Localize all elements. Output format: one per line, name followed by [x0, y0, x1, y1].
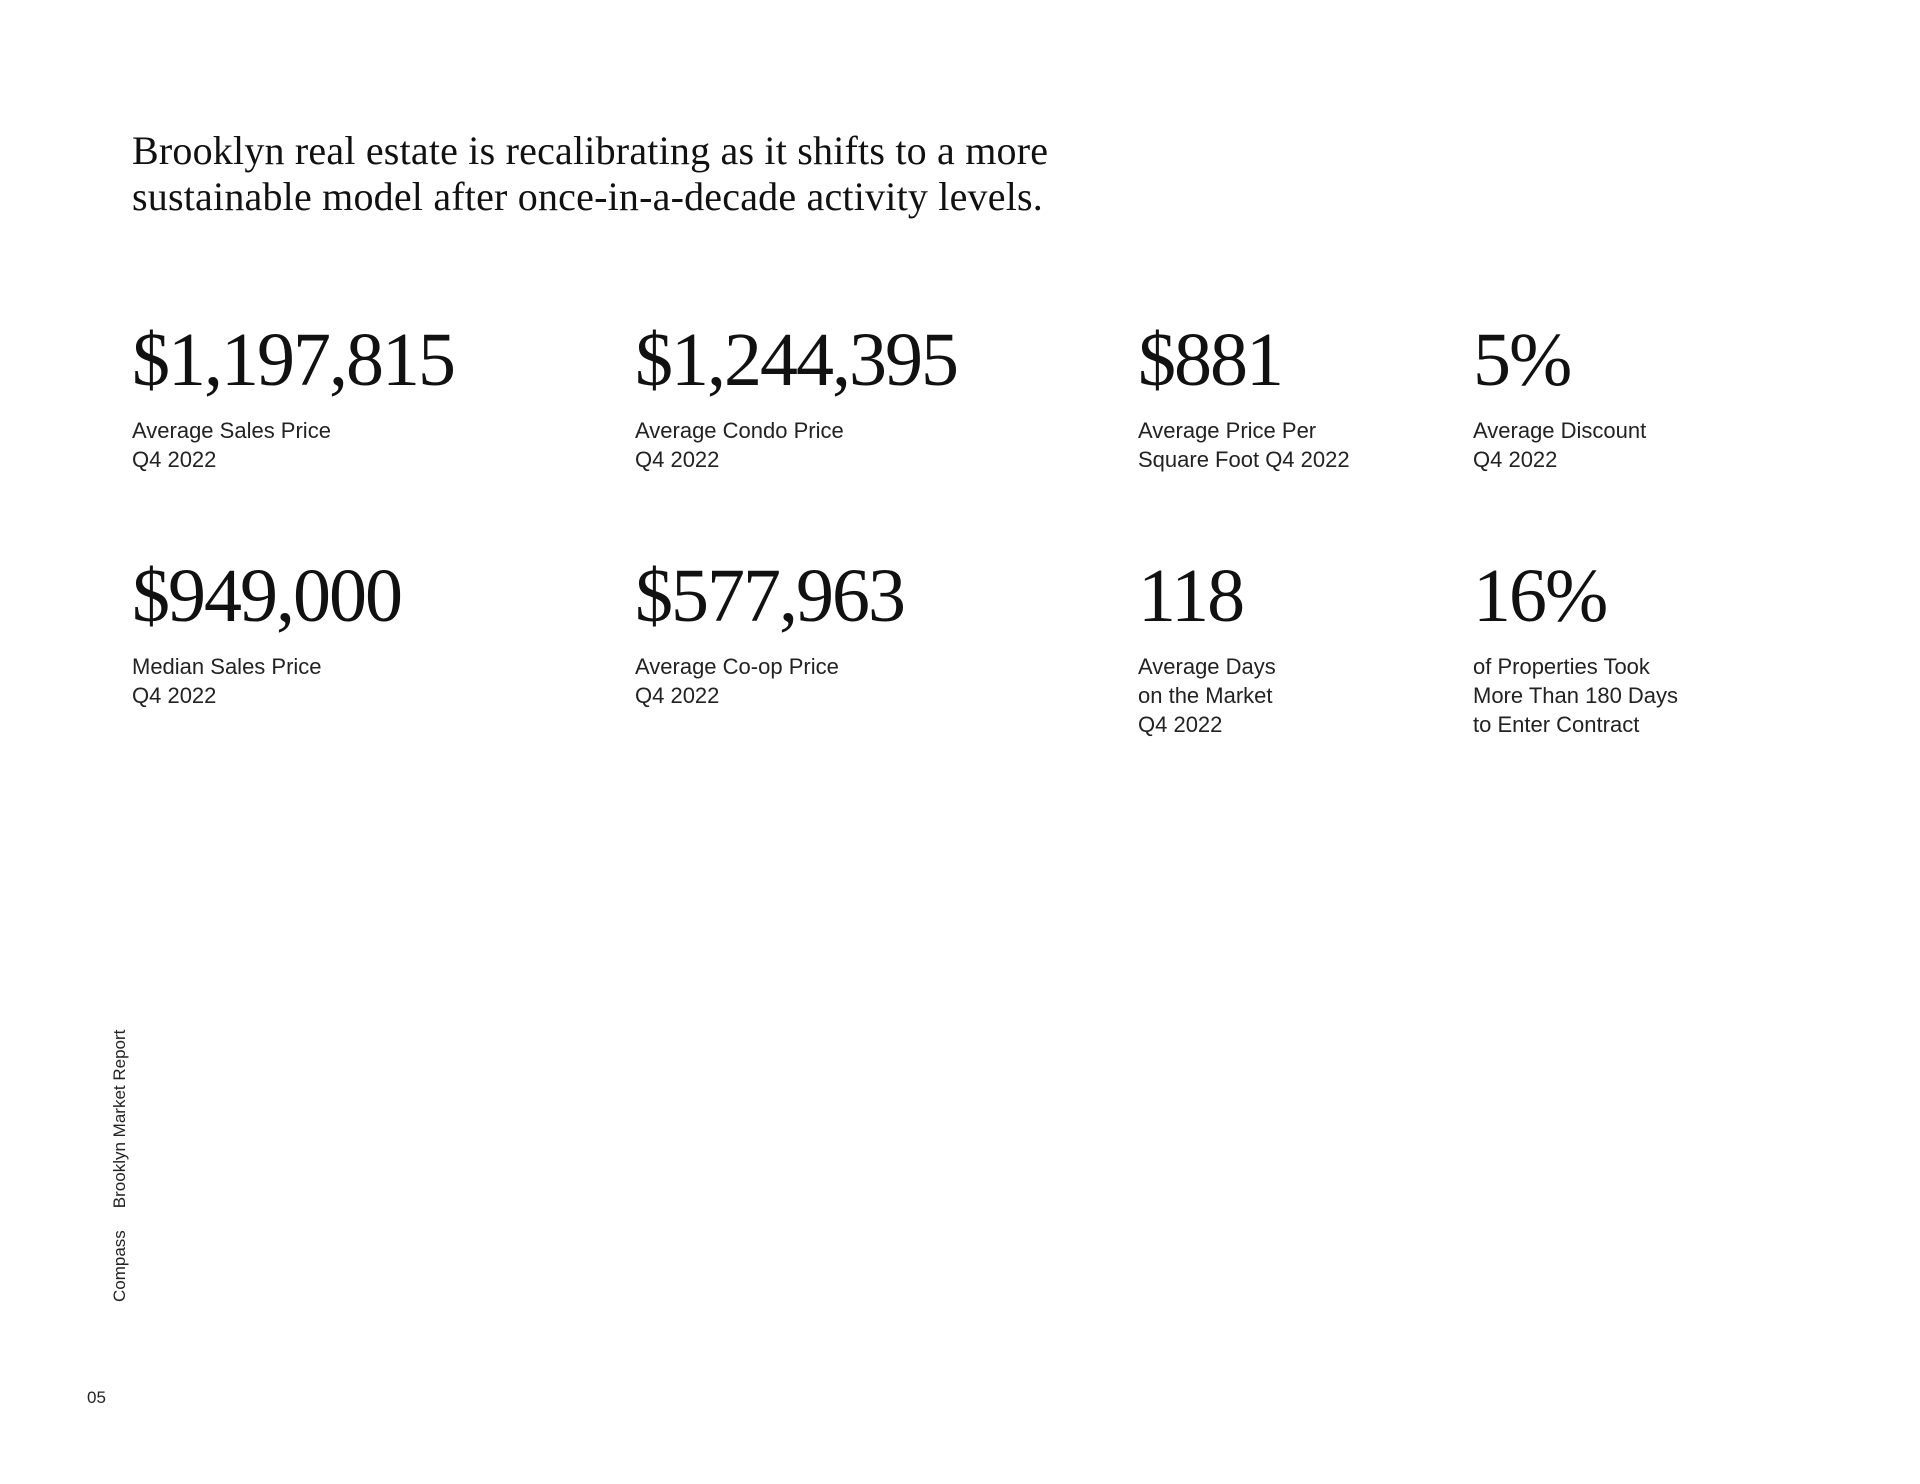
stat-label-line: More Than 180 Days — [1473, 683, 1679, 708]
stat-label — [1138, 652, 1276, 739]
stat-average-price-per-square-foot — [1138, 318, 1350, 474]
stat-value: $1,197,815 — [132, 318, 454, 402]
stat-label-line: Average Co-op Price — [635, 654, 839, 679]
stat-label-line: on the Market — [1138, 683, 1273, 708]
stat-value: $881 — [1138, 318, 1282, 402]
stat-value: 118 — [1138, 554, 1244, 638]
stat-label — [1138, 416, 1350, 474]
stat-label-line: Q4 2022 — [1473, 447, 1558, 472]
stat-label-line: Q4 2022 — [132, 447, 217, 472]
stat-label — [635, 652, 904, 710]
stat-properties-over-180-days — [1473, 554, 1679, 739]
report-title: Brooklyn Market Report — [110, 1029, 129, 1209]
stat-label-line: Average Sales Price — [132, 418, 331, 443]
stat-average-coop-price — [635, 554, 904, 710]
headline-line-1: Brooklyn real estate is recalibrating as it shifts to a more — [132, 128, 1049, 173]
stat-value: 16% — [1473, 554, 1607, 638]
stat-label — [132, 416, 454, 474]
stat-average-days-on-market — [1138, 554, 1276, 739]
stat-value: $1,244,395 — [635, 318, 957, 402]
stat-average-condo-price — [635, 318, 957, 474]
stat-label-line: Square Foot Q4 2022 — [1138, 447, 1350, 472]
page-number: 05 — [87, 1388, 106, 1407]
stat-label-line: to Enter Contract — [1473, 712, 1640, 737]
side-footer-label — [110, 1030, 130, 1302]
stat-average-discount — [1473, 318, 1647, 474]
stat-median-sales-price — [132, 554, 401, 710]
stat-value: 5% — [1473, 318, 1571, 402]
stat-value: $949,000 — [132, 554, 401, 638]
headline-line-2: sustainable model after once-in-a-decade activity levels. — [132, 174, 1043, 219]
stat-label — [1473, 416, 1646, 474]
stat-label-line: Average Price Per — [1138, 418, 1317, 443]
stat-label-line: Q4 2022 — [635, 683, 720, 708]
stat-label-line: Average Condo Price — [635, 418, 844, 443]
stat-label-line: Median Sales Price — [132, 654, 322, 679]
stat-average-sales-price — [132, 318, 454, 474]
headline — [132, 128, 1252, 220]
stat-label — [132, 652, 401, 710]
stat-label-line: Average Days — [1138, 654, 1276, 679]
stat-label-line: of Properties Took — [1473, 654, 1650, 679]
stat-label — [635, 416, 957, 474]
stat-label-line: Q4 2022 — [1138, 712, 1223, 737]
stat-label-line: Q4 2022 — [132, 683, 217, 708]
stat-label — [1473, 652, 1678, 739]
brand-name: Compass — [110, 1230, 129, 1302]
stat-value: $577,963 — [635, 554, 904, 638]
stat-label-line: Average Discount — [1473, 418, 1647, 443]
stat-label-line: Q4 2022 — [635, 447, 720, 472]
